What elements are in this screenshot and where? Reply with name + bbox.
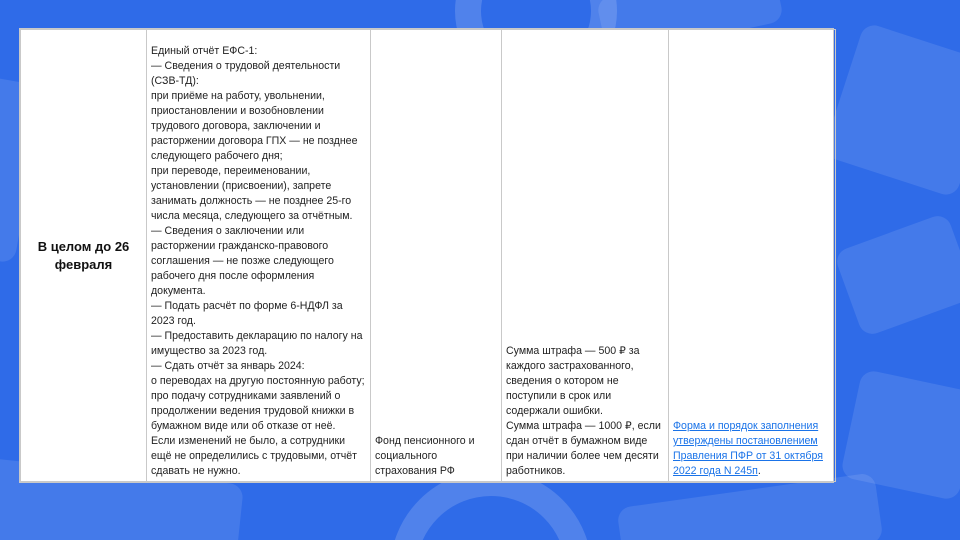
form-regulation-link[interactable]: Форма и порядок заполнения утверждены постановлением Правления ПФР от 31 октября 2022 года N 245п [673,420,823,477]
tasks-cell [147,30,371,482]
form-cell [669,30,836,482]
period-cell [21,30,147,482]
task-line: — Предоставить декларацию по налогу на имущество за 2023 год. [151,330,363,357]
task-line: о переводах на другую постоянную работу; [151,375,365,387]
task-line: — Подать расчёт по форме 6-НДФЛ за 2023 год. [151,300,343,327]
table [20,29,836,482]
fines-cell [502,30,669,482]
fine-line: Сумма штрафа — 1000 ₽, если сдан отчёт в бумажном виде при наличии более чем десяти работников. [506,420,661,477]
task-line: про подачу сотрудниками заявлений о продолжении ведения трудовой книжки в бумажном виде или об отказе от неё. [151,390,355,432]
background-shape [833,212,960,338]
task-line: — Сведения о трудовой деятельности (СЗВ-ТД): [151,60,341,87]
task-line: при переводе, переименовании, установлении (присвоении), запрете занимать должность — не позднее 25-го числа месяца, следующего за отчётным. [151,165,353,222]
authority-cell [371,30,502,482]
authority-name: Фонд пенсионного и социального страхования РФ [375,435,475,477]
task-line: Если изменений не было, а сотрудники ещё не определились с трудовыми, отчёт сдавать не нужно. [151,435,357,477]
link-tail: . [757,465,761,477]
deadline-table [19,28,834,483]
table-row [21,30,836,482]
task-line: — Сведения о заключении или расторжении гражданско-правового соглашения — не позже следующего рабочего дня после оформления документа. [151,225,334,297]
background-shape [822,22,960,198]
period-label: В целом до 26 февраля [37,238,130,272]
task-line: при приёме на работу, увольнении, приостановлении и возобновлении трудового договора, заключении и расторжении договора ГПХ — не позднее следующего рабочего дня; [151,90,358,162]
task-line: — Сдать отчёт за январь 2024: [151,360,305,372]
task-line: Единый отчёт ЕФС-1: [151,45,258,57]
fine-line: Сумма штрафа — 500 ₽ за каждого застрахованного, сведения о котором не поступили в срок или содержали ошибки. [506,345,640,417]
